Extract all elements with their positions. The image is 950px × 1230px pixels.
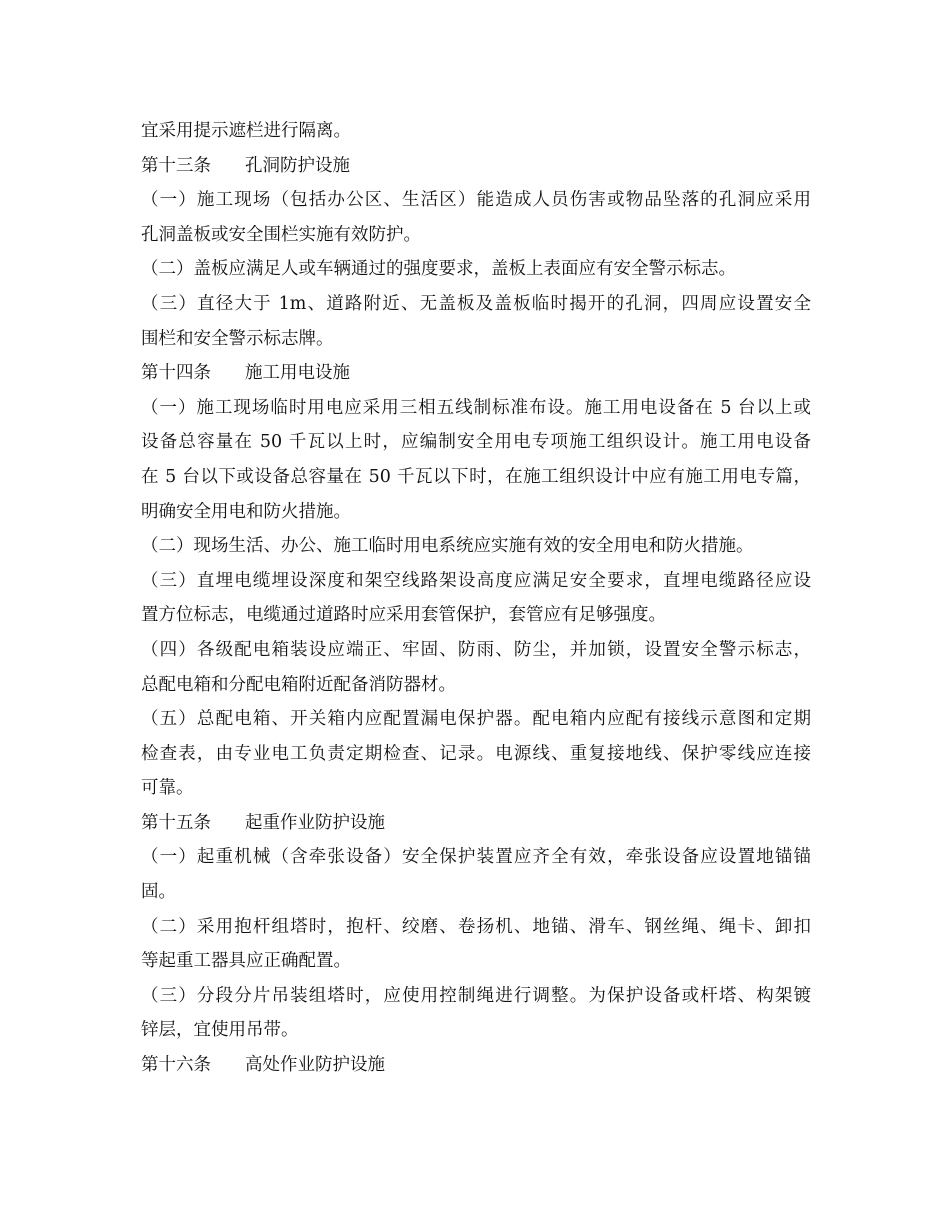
paragraph-line: （二）盖板应满足人或车辆通过的强度要求，盖板上表面应有安全警示标志。 (141, 259, 736, 280)
paragraph-line: （一）施工现场（包括办公区、生活区）能造成人员伤害或物品坠落的孔洞应采用 (141, 190, 811, 211)
paragraph-line: 设备总容量在 50 千瓦以上时，应编制安全用电专项施工组织设计。施工用电设备 (141, 432, 811, 453)
paragraph-line: （五）总配电箱、开关箱内应配置漏电保护器。配电箱内应配有接线示意图和定期 (141, 709, 811, 730)
paragraph-line: （二）采用抱杆组塔时，抱杆、绞磨、卷扬机、地锚、滑车、钢丝绳、绳卡、卸扣 (141, 916, 811, 937)
article-title: 高处作业防护设施 (245, 1055, 385, 1076)
paragraph-line: （三）直埋电缆埋设深度和架空线路架设高度应满足安全要求，直埋电缆路径应设 (141, 570, 811, 591)
paragraph-line: 总配电箱和分配电箱附近配备消防器材。 (141, 674, 456, 695)
article-number: 第十四条 (141, 363, 211, 384)
article-number: 第十三条 (141, 155, 211, 176)
paragraph-line: 锌层，宜使用吊带。 (141, 1020, 299, 1041)
paragraph-line: （一）施工现场临时用电应采用三相五线制标准布设。施工用电设备在 5 台以上或 (141, 397, 811, 418)
paragraph-line: 检查表，由专业电工负责定期检查、记录。电源线、重复接地线、保护零线应连接 (141, 743, 811, 764)
article-14-heading (141, 356, 811, 391)
paragraph-line: 围栏和安全警示标志牌。 (141, 328, 334, 349)
document-body (141, 114, 811, 1083)
article-title: 起重作业防护设施 (245, 812, 385, 833)
paragraph-line: 固。 (141, 882, 176, 903)
paragraph-line: 孔洞盖板或安全围栏实施有效防护。 (141, 224, 421, 245)
paragraph-line: 在 5 台以下或设备总容量在 50 千瓦以下时，在施工组织设计中应有施工用电专篇， (141, 466, 811, 487)
paragraph-line: 可靠。 (141, 778, 194, 799)
paragraph-line: （一）起重机械（含牵张设备）安全保护装置应齐全有效，牵张设备应设置地锚锚 (141, 847, 811, 868)
article-16-heading (141, 1048, 811, 1083)
paragraph-line: 等起重工器具应正确配置。 (141, 951, 351, 972)
paragraph-line: （二）现场生活、办公、施工临时用电系统应实施有效的安全用电和防火措施。 (141, 536, 754, 557)
paragraph-line: 宜采用提示遮栏进行隔离。 (141, 121, 351, 141)
article-15-heading (141, 806, 811, 841)
paragraph-line: （三）分段分片吊装组塔时，应使用控制绳进行调整。为保护设备或杆塔、构架镀 (141, 985, 811, 1006)
article-title: 施工用电设施 (245, 363, 350, 384)
article-number: 第十六条 (141, 1055, 211, 1076)
article-title: 孔洞防护设施 (245, 155, 350, 176)
article-13-heading (141, 149, 811, 184)
article-number: 第十五条 (141, 812, 211, 833)
paragraph-line: 明确安全用电和防火措施。 (141, 501, 351, 522)
paragraph-line: （四）各级配电箱装设应端正、牢固、防雨、防尘，并加锁，设置安全警示标志， (141, 639, 811, 660)
paragraph-line: 置方位标志，电缆通过道路时应采用套管保护，套管应有足够强度。 (141, 605, 666, 626)
paragraph-line: （三）直径大于 1m、道路附近、无盖板及盖板临时揭开的孔洞，四周应设置安全 (141, 293, 811, 314)
